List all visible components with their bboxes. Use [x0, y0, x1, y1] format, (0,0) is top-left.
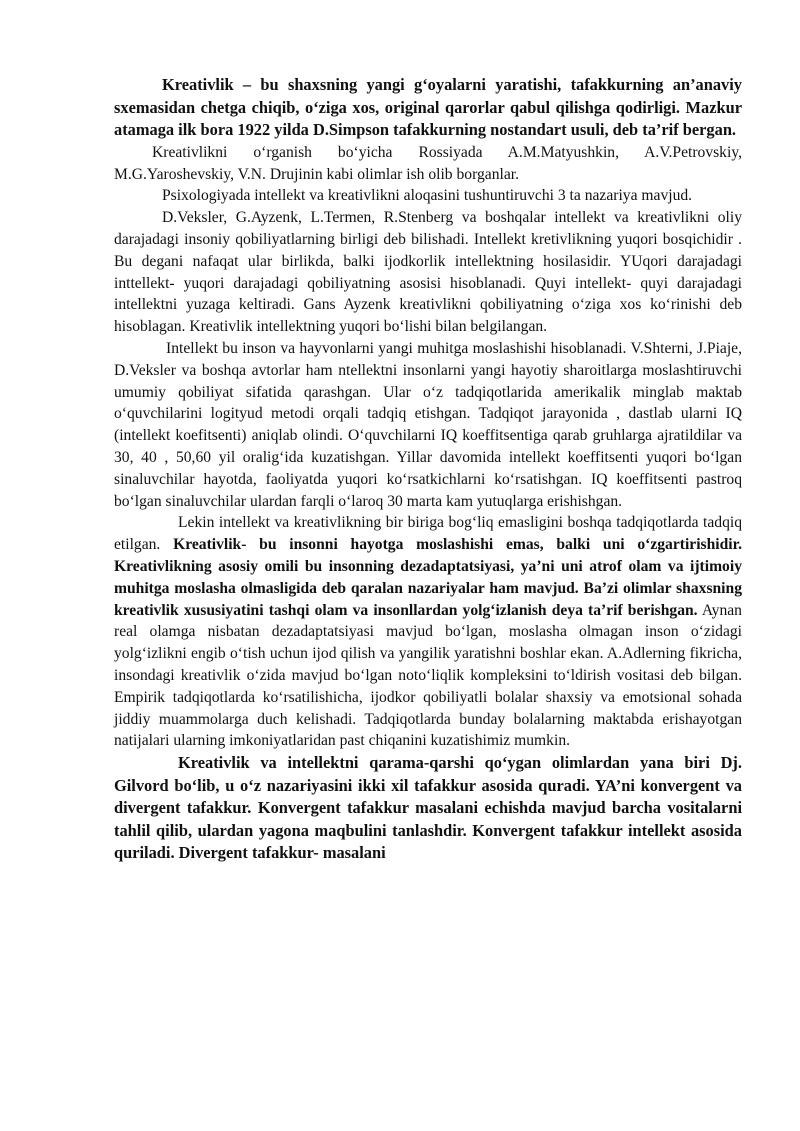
paragraph-independence-intro: Lekin intellekt va kreativlikning bir biriga bog‘liq emasligini boshqa tadqiqotlarda tadqiq etilgan.	[114, 514, 742, 554]
paragraph-definition: Kreativlik – bu shaxsning yangi g‘oyalarni yaratishi, tafakkurning an’anaviy sxemasidan chetga chiqib, o‘ziga xos, original qarorlar qabul qilishga qodirligi. Mazkur atamaga ilk bora 1922 yilda D.Simpson tafakkurning nostandart usuli, deb ta’rif bergan.	[114, 75, 742, 140]
paragraph-intellect-adaptation: Intellekt bu inson va hayvonlarni yangi muhitga moslashishi hisoblanadi. V.Shterni, J.Piaje, D.Veksler va boshqa avtorlar ham ntellektni insonlarni yangi hayotiy sharoitlarga moslashtiruvchi umumiy qobiliyat sifatida qarashgan. Ular o‘z tadqiqotlarida amerikalik minglab maktab o‘quvchilarini logityud metodi orqali tadqiq etishgan. Tadqiqot jarayonida , dastlab ularni IQ (intellekt koefitsenti) aniqlab olindi. O‘quvchilarni IQ koeffitsentiga qarab gruhlarga ajratildilar va 30, 40 , 50,60 yil oralig‘ida kuzatishgan. Yillar davomida intellekt koeffitsenti yuqori bo‘lgan sinaluvchilar hayotda, faoliyatda yuqori ko‘rsatkichlarni ko‘rsatishgan. IQ koeffitsenti pastroq bo‘lgan sinaluvchilar ulardan farqli o‘laroq 30 marta kam yutuqlarga erishishgan.	[114, 339, 742, 510]
paragraph-independence-bold: Kreativlik- bu insonni hayotga moslashishi emas, balki uni o‘zgartirishidir. Kreativlikning asosiy omili bu insonning dezadaptatsiyasi, ya’ni uni atrof olam va ijtimoiy muhitga moslasha olmasligida deb qaralan nazariyalar ham mavjud. Ba’zi olimlar shaxsning kreativlik xususiyatini tashqi olam va insonllardan yolg‘izlanish deya ta’rif berishgan.	[114, 536, 743, 619]
paragraph-theories: Psixologiyada intellekt va kreativlikni aloqasini tushuntiruvchi 3 ta nazariya mavjud.	[162, 187, 693, 205]
paragraph-guilford-theory: Kreativlik va intellektni qarama-qarshi qo‘ygan olimlardan yana biri Dj. Gilvord bo‘lib, u o‘z nazariyasini ikki xil tafakkur asosida quradi. YA’ni konvergent va divergent tafakkur. Konvergent tafakkur masalani echishda mavjud barcha vositalarni tahlil qilib, ulardan yagona maqbulini tanlashdir. Konvergent tafakkur intellekt asosida quriladi. Divergent tafakkur- masalani	[114, 753, 742, 863]
document-page	[114, 74, 742, 865]
paragraph-researchers: Kreativlikni o‘rganish bo‘yicha Rossiyada A.M.Matyushkin, A.V.Petrovskiy, M.G.Yaroshevskiy, V.N. Drujinin kabi olimlar ish olib borganlar.	[114, 143, 742, 183]
paragraph-independence-rest: Aynan real olamga nisbatan dezadaptatsiyasi mavjud bo‘lgan, moslasha olmagan inson o‘zidagi yolg‘izlikni engib o‘tish uchun ijod qilish va yangilik yaratishni boshlar ekan. A.Adlerning fikricha, insondagi kreativlik o‘zida mavjud bo‘lgan noto‘liqlik kompleksini to‘ldirish vositasi deb bilgan. Empirik tadqiqotlarda ko‘rsatilishicha, ijodkor qobiliyatli bolalar shaxsiy va emotsional sohada jiddiy muammolarga duch kelishadi. Tadqiqotlarda bunday bolalarning maktabda erishayotgan natijalari ularning imkoniyatlaridan past chiqanini kuzatishimiz mumkin.	[114, 601, 742, 750]
paragraph-independence-theory	[114, 512, 742, 752]
paragraph-unity-theory: D.Veksler, G.Ayzenk, L.Termen, R.Stenberg va boshqalar intellekt va kreativlikni oliy darajadagi insoniy qobiliyatlarning birligi deb bilishadi. Intellekt kretivlikning yuqori bosqichidir . Bu degani nafaqat ular birlikda, balki ijodkorlik intellektning hosilasidir. YUqori darajadagi inttellekt- yuqori darajadagi qobiliyatning asosisi hisoblanadi. Quyi intellekt- quyi darajadagi intellektni yuzaga keltiradi. Gans Ayzenk kreativlikni qobiliyatning o‘ziga xos ko‘rinishi deb hisoblagan. Kreativlik intellektning yuqori bo‘lishi bilan belgilangan.	[114, 209, 742, 336]
